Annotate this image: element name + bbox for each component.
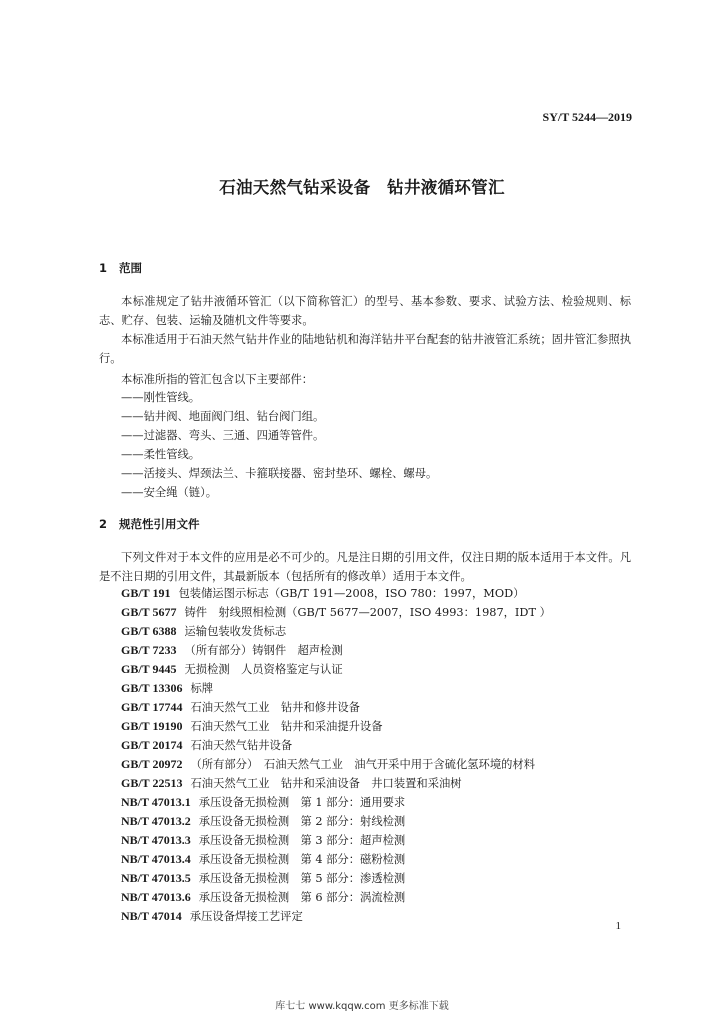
- reference-item: [121, 907, 303, 926]
- list-item: ——活接头、焊颈法兰、卡箍联接器、密封垫环、螺栓、螺母。: [121, 467, 438, 480]
- reference-code: GB/T 17744: [121, 700, 183, 714]
- reference-title: 承压设备无损检测 第 6 部分：涡流检测: [198, 891, 406, 904]
- reference-code: GB/T 191: [121, 586, 171, 600]
- reference-item: [121, 736, 292, 755]
- reference-code: NB/T 47013.4: [121, 852, 191, 866]
- section-1-title: 范围: [119, 261, 142, 275]
- reference-title: 承压设备无损检测 第 5 部分：渗透检测: [198, 872, 406, 885]
- reference-code: GB/T 7233: [121, 643, 177, 657]
- reference-title: 无损检测 人员资格鉴定与认证: [184, 663, 343, 676]
- reference-item: [121, 869, 405, 888]
- reference-code: GB/T 22513: [121, 776, 183, 790]
- list-item: ——过滤器、弯头、三通、四通等管件。: [121, 429, 325, 442]
- scope-paragraph-1: 本标准规定了钻井液循环管汇（以下简称管汇）的型号、基本参数、要求、试验方法、检验规则、标志、贮存、包装、运输及随机文件等要求。: [99, 295, 631, 327]
- reference-item: [121, 850, 405, 869]
- section-1-number: 1: [99, 261, 108, 275]
- reference-item: [121, 755, 535, 774]
- reference-code: GB/T 6388: [121, 624, 177, 638]
- reference-title: 承压设备焊接工艺评定: [189, 910, 303, 923]
- reference-item: [121, 603, 551, 622]
- reference-title: 石油天然气工业 钻井和采油提升设备: [190, 720, 383, 733]
- reference-item: [121, 641, 343, 660]
- reference-title: 运输包装收发货标志: [184, 625, 287, 638]
- reference-title: 标牌: [190, 682, 214, 695]
- reference-item: [121, 774, 462, 793]
- reference-title: （所有部分）铸钢件 超声检测: [184, 644, 343, 657]
- footer-watermark-text[interactable]: 库七七 www.kqqw.com 更多标准下载: [275, 1001, 449, 1012]
- page-number: 1: [615, 920, 621, 932]
- reference-title: 石油天然气钻井设备: [190, 739, 293, 752]
- reference-title: 承压设备无损检测 第 1 部分：通用要求: [198, 796, 406, 809]
- section-1-heading: [99, 260, 142, 276]
- list-item: ——柔性管线。: [121, 448, 201, 461]
- reference-item: [121, 812, 405, 831]
- list-item: ——钻井阀、地面阀门组、钻台阀门组。: [121, 410, 325, 423]
- reference-title: 承压设备无损检测 第 2 部分：射线检测: [198, 815, 406, 828]
- reference-item: [121, 831, 405, 850]
- reference-title: 承压设备无损检测 第 4 部分：磁粉检测: [198, 853, 406, 866]
- reference-code: GB/T 13306: [121, 681, 183, 695]
- reference-item: [121, 717, 383, 736]
- scope-components-intro: 本标准所指的管汇包含以下主要部件：: [121, 373, 314, 386]
- reference-item: [121, 679, 213, 698]
- reference-title: 包装储运图示标志（GB/T 191—2008，ISO 780：1997，MOD）: [178, 587, 525, 600]
- standard-code: SY/T 5244—2019: [542, 110, 632, 124]
- scope-paragraph-2: 本标准适用于石油天然气钻井作业的陆地钻机和海洋钻井平台配套的钻井液管汇系统；固井管汇参照执行。: [99, 333, 631, 365]
- reference-code: NB/T 47013.5: [121, 871, 191, 885]
- section-2-title: 规范性引用文件: [119, 517, 200, 531]
- reference-code: GB/T 20972: [121, 757, 183, 771]
- reference-code: NB/T 47013.1: [121, 795, 191, 809]
- section-2-number: 2: [99, 517, 108, 531]
- reference-title: 铸件 射线照相检测（GB/T 5677—2007，ISO 4993：1987，IDT ）: [184, 606, 551, 619]
- reference-item: [121, 793, 405, 812]
- document-title: 石油天然气钻采设备 钻井液循环管汇: [219, 178, 505, 197]
- list-item: ——安全绳（链）。: [121, 486, 218, 499]
- reference-item: [121, 698, 360, 717]
- section-2-heading: [99, 516, 200, 532]
- reference-code: GB/T 20174: [121, 738, 183, 752]
- references-paragraph: 下列文件对于本文件的应用是必不可少的。凡是注日期的引用文件，仅注日期的版本适用于本文件。凡是不注日期的引用文件，其最新版本（包括所有的修改单）适用于本文件。: [99, 551, 631, 583]
- reference-item: [121, 584, 524, 603]
- list-item: ——刚性管线。: [121, 391, 201, 404]
- reference-code: GB/T 19190: [121, 719, 183, 733]
- reference-code: GB/T 9445: [121, 662, 177, 676]
- reference-code: NB/T 47013.3: [121, 833, 191, 847]
- reference-title: 石油天然气工业 钻井和修井设备: [190, 701, 360, 714]
- reference-item: [121, 888, 405, 907]
- reference-item: [121, 622, 286, 641]
- reference-title: 石油天然气工业 钻井和采油设备 井口装置和采油树: [190, 777, 462, 790]
- reference-code: GB/T 5677: [121, 605, 177, 619]
- reference-title: 承压设备无损检测 第 3 部分：超声检测: [198, 834, 406, 847]
- reference-title: （所有部分） 石油天然气工业 油气开采中用于含硫化氢环境的材料: [190, 758, 536, 771]
- reference-code: NB/T 47014: [121, 909, 182, 923]
- reference-item: [121, 660, 343, 679]
- reference-code: NB/T 47013.6: [121, 890, 191, 904]
- reference-code: NB/T 47013.2: [121, 814, 191, 828]
